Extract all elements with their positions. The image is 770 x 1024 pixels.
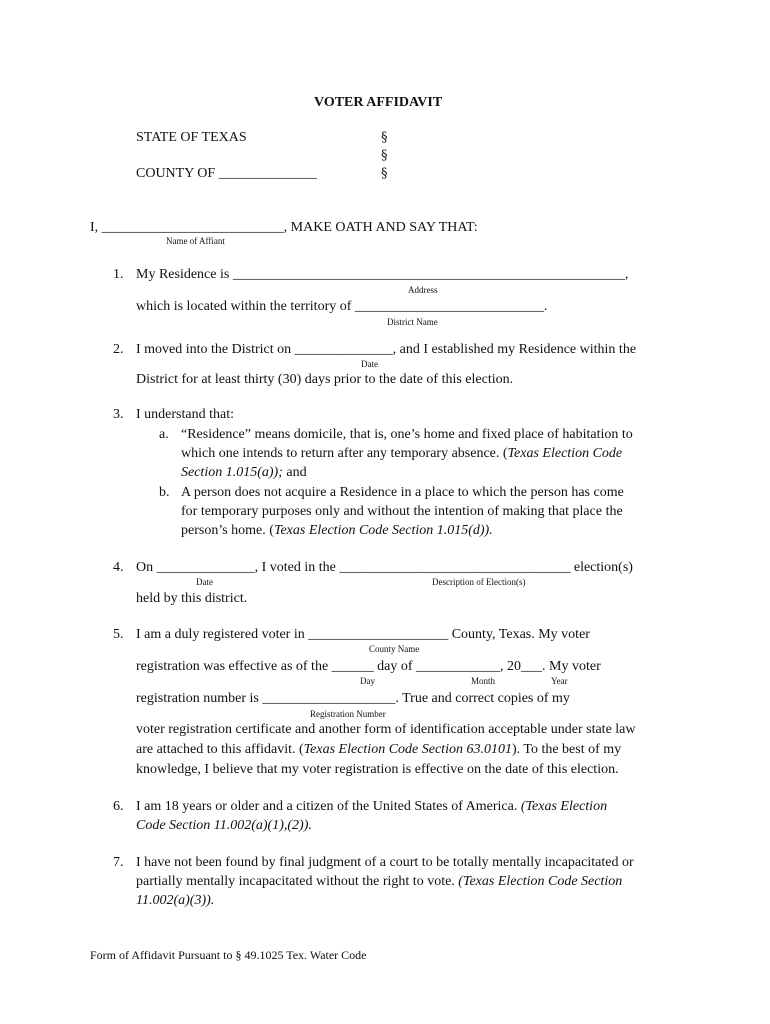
item1-line1: My Residence is ________________________________________________________, (136, 267, 629, 282)
item5-line3: registration number is ___________________. True and correct copies of my (136, 691, 570, 706)
subitem-label: a. (159, 427, 169, 442)
item5-line1: I am a duly registered voter in ____________________ County, Texas. My voter (136, 627, 590, 642)
item7-line3: 11.002(a)(3)). (136, 893, 215, 908)
month-caption: Month (471, 676, 496, 686)
item4-line2: held by this district. (136, 591, 248, 606)
oath-line: I, __________________________, MAKE OATH AND SAY THAT: (90, 220, 478, 235)
text: person’s home. ( (181, 523, 274, 538)
item3a-line1: “Residence” means domicile, that is, one’s home and fixed place of habitation to (181, 427, 633, 442)
item-number: 4. (113, 560, 124, 575)
citation: (Texas Election (520, 799, 608, 814)
item2-line1: I moved into the District on ______________, and I established my Residence within the (136, 342, 637, 357)
item-number: 1. (113, 267, 124, 282)
text: and (282, 465, 307, 480)
county-line: COUNTY OF ______________ (136, 166, 317, 181)
item3b-line1: A person does not acquire a Residence in a place to which the person has come (181, 485, 624, 500)
item3b-line3 (181, 524, 493, 538)
item4-line1: On ______________, I voted in the _________________________________ election(s) (136, 560, 633, 575)
item6-line2: Code Section 11.002(a)(1),(2)). (136, 818, 312, 833)
address-caption: Address (408, 285, 438, 295)
text: are attached to this affidavit. ( (136, 742, 304, 757)
item3-line1: I understand that: (136, 407, 234, 422)
item3a-line2 (181, 447, 622, 461)
state-line: STATE OF TEXAS (136, 130, 247, 145)
item5-line5 (136, 743, 621, 757)
item3a-line3 (181, 466, 307, 480)
text: which one intends to return after any temporary absence. ( (181, 446, 508, 461)
citation: (Texas Election Code Section (458, 874, 623, 889)
registration-number-caption: Registration Number (310, 709, 386, 719)
page-title: VOTER AFFIDAVIT (314, 95, 443, 110)
district-name-caption: District Name (387, 317, 438, 327)
citation: Texas Election Code Section 63.0101 (303, 742, 512, 757)
text: I am 18 years or older and a citizen of the United States of America. (136, 799, 521, 814)
day-caption: Day (360, 676, 375, 686)
election-description-caption: Description of Election(s) (432, 577, 526, 587)
citation: Texas Election Code (507, 446, 623, 461)
item-number: 3. (113, 407, 124, 422)
date-caption: Date (196, 577, 213, 587)
item5-line6: knowledge, I believe that my voter registration is effective on the date of this election. (136, 762, 619, 777)
section-mark: § (381, 166, 388, 181)
item-number: 2. (113, 342, 124, 357)
item7-line2 (136, 875, 622, 889)
item-number: 7. (113, 855, 124, 870)
date-caption: Date (361, 359, 378, 369)
citation: Texas Election Code Section 1.015(d)). (273, 523, 493, 538)
item3b-line2: for temporary purposes only and without the intention of making that place the (181, 504, 623, 519)
item2-line2: District for at least thirty (30) days prior to the date of this election. (136, 372, 514, 387)
item-number: 5. (113, 627, 124, 642)
citation: Section 1.015(a)); (181, 465, 283, 480)
county-name-caption: County Name (369, 644, 420, 654)
item1-line2: which is located within the territory of ___________________________. (136, 299, 548, 314)
item5-line2: registration was effective as of the ______ day of ____________, 20___. My voter (136, 659, 601, 674)
item-number: 6. (113, 799, 124, 814)
text: ). To the best of my (511, 742, 622, 757)
item6-line1 (136, 800, 607, 814)
section-mark: § (381, 148, 388, 163)
footer-note: Form of Affidavit Pursuant to § 49.1025 Tex. Water Code (90, 948, 367, 962)
affiant-caption: Name of Affiant (166, 236, 225, 246)
section-mark: § (381, 130, 388, 145)
subitem-label: b. (159, 485, 170, 500)
item7-line1: I have not been found by final judgment of a court to be totally mentally incapacitated or (136, 855, 634, 870)
item5-line4: voter registration certificate and another form of identification acceptable under state law (136, 722, 636, 737)
year-caption: Year (551, 676, 568, 686)
text: partially mentally incapacitated without the right to vote. (136, 874, 459, 889)
